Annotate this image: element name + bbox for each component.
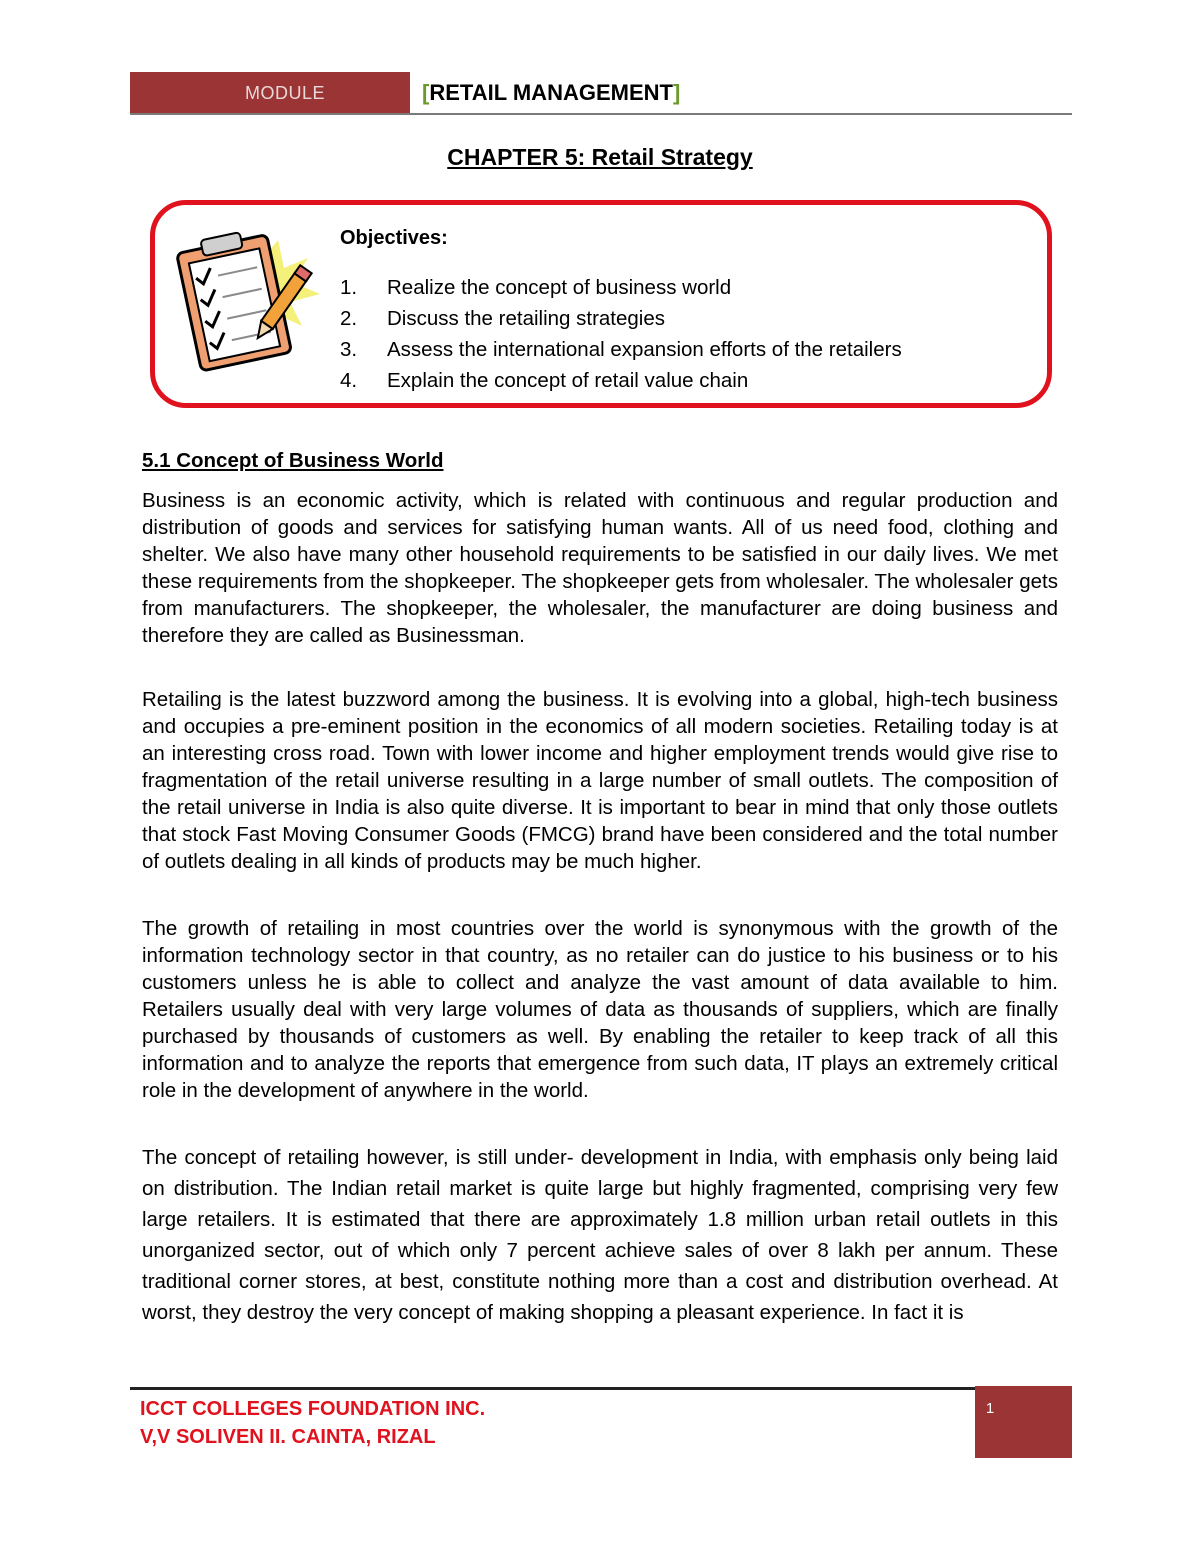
header-title	[422, 80, 680, 106]
footer-divider	[130, 1387, 975, 1390]
bracket-open: [	[422, 80, 430, 105]
list-item: 1. Realize the concept of business world	[340, 276, 732, 299]
header-module-label: MODULE	[244, 82, 325, 103]
list-item: 4. Explain the concept of retail value chain	[340, 369, 749, 392]
objectives-heading: Objectives:	[340, 227, 448, 249]
footer-address: V,V SOLIVEN II. CAINTA, RIZAL	[140, 1426, 436, 1448]
paragraph-4: The concept of retailing however, is still under- development in India, with emphasis only being laid on distribution. The Indian retail market is quite large but highly fragmented, comprising very few large retailers. It is estimated that there are approximately 1.8 million urban retail outlets in this unorganized sector, out of which only 7 percent achieve sales of over 8 lakh per annum. These traditional corner stores, at best, constitute nothing more than a cost and distribution overhead. At worst, they destroy the very concept of making shopping a pleasant experience. In fact it is	[142, 1146, 1058, 1324]
objectives-list	[340, 275, 902, 399]
paragraph-3: The growth of retailing in most countries over the world is synonymous with the growth of the information technology sector in that country, as no retailer can do justice to his business or to his customers unless he is able to collect and analyze the vast amount of data available to him. Retailers usually deal with very large volumes of data as thousands of suppliers, which are finally purchased by thousands of customers as well. By enabling the retailer to keep track of all this information and to analyze the reports that emergence from such data, IT plays an extremely critical role in the development of anywhere in the world.	[142, 917, 1058, 1102]
header-divider	[130, 113, 1072, 115]
bracket-close: ]	[672, 80, 681, 105]
section-heading: 5.1 Concept of Business World	[142, 449, 444, 472]
footer-page-box	[975, 1386, 1072, 1458]
footer-institution: ICCT COLLEGES FOUNDATION INC.	[140, 1398, 486, 1420]
list-item: 3. Assess the international expansion efforts of the retailers	[340, 338, 902, 361]
header-title-text: RETAIL MANAGEMENT	[429, 80, 673, 105]
paragraph-2: Retailing is the latest buzzword among the business. It is evolving into a global, high-tech business and occupies a pre-eminent position in the economics of all modern societies. Retailing today is at an interesting cross road. Town with lower income and higher employment trends would give rise to fragmentation of the retail universe resulting in a large number of small outlets. The composition of the retail universe in India is also quite diverse. It is important to bear in mind that only those outlets that stock Fast Moving Consumer Goods (FMCG) brand have been considered and the total number of outlets dealing in all kinds of products may be much higher.	[142, 688, 1058, 873]
list-item: 2. Discuss the retailing strategies	[340, 307, 666, 330]
clipboard-checklist-icon	[168, 222, 328, 372]
page-number: 1	[985, 1400, 995, 1417]
chapter-title: CHAPTER 5: Retail Strategy	[447, 144, 753, 170]
paragraph-1: Business is an economic activity, which is related with continuous and regular production and distribution of goods and services for satisfying human wants. All of us need food, clothing and shelter. We also have many other household requirements to be satisfied in our daily lives. We met these requirements from the shopkeeper. The shopkeeper gets from wholesaler. The wholesaler gets from manufacturers. The shopkeeper, the wholesaler, the manufacturer are doing business and therefore they are called as Businessman.	[142, 489, 1058, 647]
